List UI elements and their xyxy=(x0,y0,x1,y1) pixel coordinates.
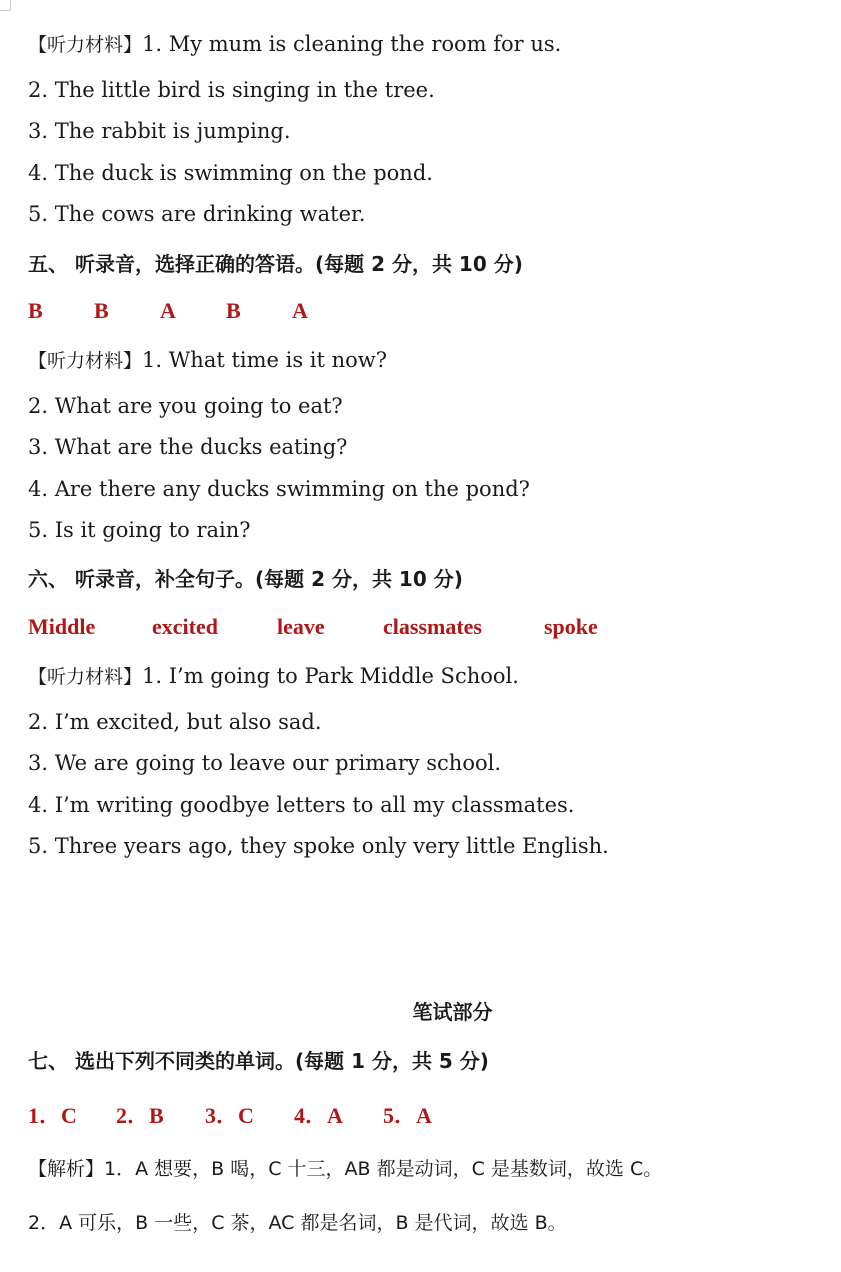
answer-1: 1．C xyxy=(28,1103,77,1128)
analysis-label: 【解析】 xyxy=(28,1158,105,1180)
answer-2: 2．B xyxy=(116,1103,164,1128)
part5-material-line-4: 4. Are there any ducks swimming on the pond? xyxy=(28,477,530,501)
part6-answers xyxy=(28,616,728,640)
answer-2: B xyxy=(94,298,109,323)
analysis-text: 1．A 想要，B 喝，C 十三，AB 都是动词，C 是基数词，故选 C。 xyxy=(104,1158,663,1180)
material-text: 1. I’m going to Park Middle School. xyxy=(142,664,519,688)
answer-4: 4．A xyxy=(294,1103,343,1128)
material-text: 1. What time is it now? xyxy=(142,348,388,372)
answer-3: leave xyxy=(277,614,325,639)
part6-material-line-5: 5. Three years ago, they spoke only very little English. xyxy=(28,834,609,858)
part6-material-line-3: 3. We are going to leave our primary school. xyxy=(28,751,502,775)
part5-material-line-2: 2. What are you going to eat? xyxy=(28,394,343,418)
material-text: 1. My mum is cleaning the room for us. xyxy=(142,32,562,56)
answer-4: classmates xyxy=(383,614,482,639)
part7-heading: 七、 选出下列不同类的单词。(每题 1 分，共 5 分) xyxy=(28,1049,489,1073)
material-label: 【听力材料】 xyxy=(28,34,143,56)
answer-3: 3．C xyxy=(205,1103,254,1128)
answer-1: B xyxy=(28,298,43,323)
part4-material-line-4: 4. The duck is swimming on the pond. xyxy=(28,161,433,185)
written-section-title: 笔试部分 xyxy=(412,1000,493,1024)
material-label: 【听力材料】 xyxy=(28,350,143,372)
part4-material-line-5: 5. The cows are drinking water. xyxy=(28,202,366,226)
answer-5: 5．A xyxy=(383,1103,432,1128)
part7-answers xyxy=(28,1105,528,1129)
part5-material-line-1 xyxy=(28,350,387,371)
answer-5: A xyxy=(292,298,308,323)
page-corner-mark xyxy=(0,0,11,11)
answer-3: A xyxy=(160,298,176,323)
part6-heading: 六、 听录音，补全句子。(每题 2 分，共 10 分) xyxy=(28,567,463,591)
part7-analysis-line-1 xyxy=(28,1160,662,1179)
part6-material-line-4: 4. I’m writing goodbye letters to all my classmates. xyxy=(28,793,575,817)
part5-heading: 五、 听录音，选择正确的答语。(每题 2 分，共 10 分) xyxy=(28,252,523,276)
answer-2: excited xyxy=(152,614,218,639)
part4-material-line-2: 2. The little bird is singing in the tree. xyxy=(28,78,435,102)
answer-5: spoke xyxy=(544,614,598,639)
material-label: 【听力材料】 xyxy=(28,666,143,688)
part4-material-line-3: 3. The rabbit is jumping. xyxy=(28,119,291,143)
part4-material-line-1 xyxy=(28,34,561,55)
part5-material-line-3: 3. What are the ducks eating? xyxy=(28,435,348,459)
part6-material-line-1 xyxy=(28,666,519,687)
part5-material-line-5: 5. Is it going to rain? xyxy=(28,518,251,542)
answer-4: B xyxy=(226,298,241,323)
part7-analysis-line-2: 2．A 可乐，B 一些，C 茶，AC 都是名词，B 是代词，故选 B。 xyxy=(28,1212,567,1234)
part5-answers xyxy=(28,300,428,324)
answer-1: Middle xyxy=(28,614,96,639)
part6-material-line-2: 2. I’m excited, but also sad. xyxy=(28,710,322,734)
